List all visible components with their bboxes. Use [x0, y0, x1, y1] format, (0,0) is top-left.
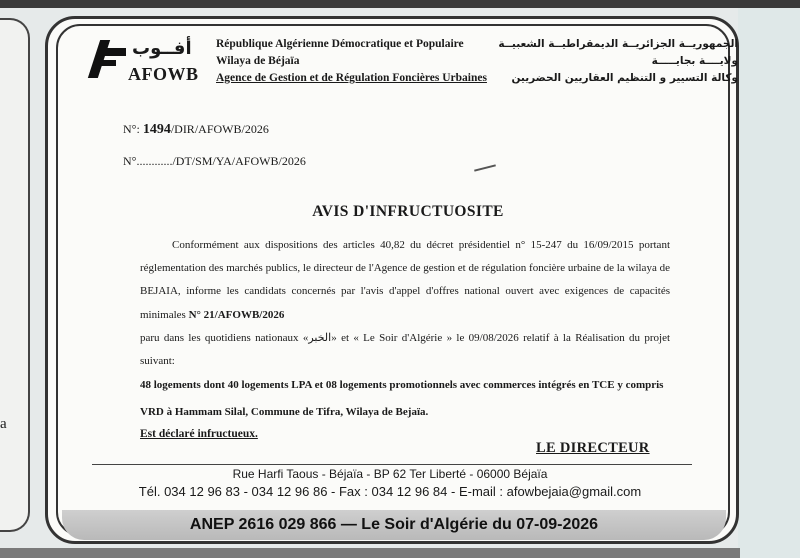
top-border — [0, 0, 800, 8]
adjacent-article-edge — [0, 18, 30, 532]
declared-infructuous: Est déclaré infructueux. — [140, 428, 258, 440]
header-arabic — [498, 36, 738, 87]
notice-title: AVIS D'INFRUCTUOSITE — [312, 203, 504, 220]
afowb-logo — [86, 36, 204, 86]
header-arabic-wilaya: ولايــــة بجايـــــة — [651, 55, 738, 67]
anep-banner — [62, 510, 726, 540]
logo-latin-text: AFOWB — [128, 64, 199, 84]
header-arabic-agency: وكالة التسيير و التنظيم العقاريين الحضريين — [511, 72, 738, 84]
body-paragraph: Conformément aux dispositions des articles 40,82 du décret présidentiel n° 15-247 du 16/09/2015 portant réglementation des marchés publics, le directeur de l'Agence de gestion et de régulation foncière urbaine de la wilaya de BEJAIA, informe les candidats concernés par l'avis d'appel d'offres national ouvert avec exigences de capacités minimales — [140, 239, 670, 321]
header-republic: République Algérienne Démocratique et Populaire — [216, 38, 464, 50]
signer-title: LE DIRECTEUR — [536, 440, 650, 456]
logo-arabic-text: أفــوب — [132, 38, 192, 59]
header-french — [216, 36, 487, 87]
newspaper-arabic: «الخبر» — [302, 331, 337, 344]
footer-contact: Tél. 034 12 96 83 - 034 12 96 86 - Fax : 034 12 96 84 - E-mail : afowbejaia@gmail.com — [138, 484, 642, 499]
header-arabic-republic: الجمهوريــة الجزائريــة الديمقراطيــة الشعبيــة — [498, 38, 738, 50]
header-agency: Agence de Gestion et de Régulation Foncières Urbaines — [216, 72, 487, 84]
footer-divider — [92, 464, 692, 465]
tender-number: N° 21/AFOWB/2026 — [188, 308, 285, 321]
logo-mark-icon — [86, 40, 122, 78]
bottom-border — [0, 548, 740, 558]
adjacent-article-char: a — [0, 416, 7, 432]
project-description: 48 logements dont 40 logements LPA et 08 logements promotionnels avec commerces intégrés en TCE y compris VRD à Hammam Silal, Commune de Tifra, Wilaya de Bejaïa. — [140, 379, 664, 418]
header-wilaya: Wilaya de Béjaïa — [216, 55, 300, 67]
footer-address: Rue Harfi Taous - Béjaïa - BP 62 Ter Liberté - 06000 Béjaïa — [232, 467, 548, 481]
reference-number-1: N°: 1494/DIR/AFOWB/2026 — [123, 122, 269, 137]
reference-number-2: N°............/DT/SM/YA/AFOWB/2026 — [123, 154, 306, 168]
anep-text: ANEP 2616 029 866 — Le Soir d'Algérie du 07-09-2026 — [189, 516, 599, 533]
reference-number-value: 1494 — [142, 122, 171, 137]
notice-body: Conformément aux dispositions des articles 40,82 du décret présidentiel n° 15-247 du 16/09/2015 portant réglementation des marchés publics, le directeur de l'Agence de gestion et de régulation foncière urbaine de la wilaya de BEJAIA, informe les candidats concernés par l'avis d'appel d'offres national ouvert avec exigences de capacités minimales N° 21/AFOWB/2026 paru dans les quotidiens nationaux «الخبر» et « Le Soir d'Algérie » le 09/08/2026 relatif à la Réalisation du projet suivant: — [140, 239, 671, 368]
